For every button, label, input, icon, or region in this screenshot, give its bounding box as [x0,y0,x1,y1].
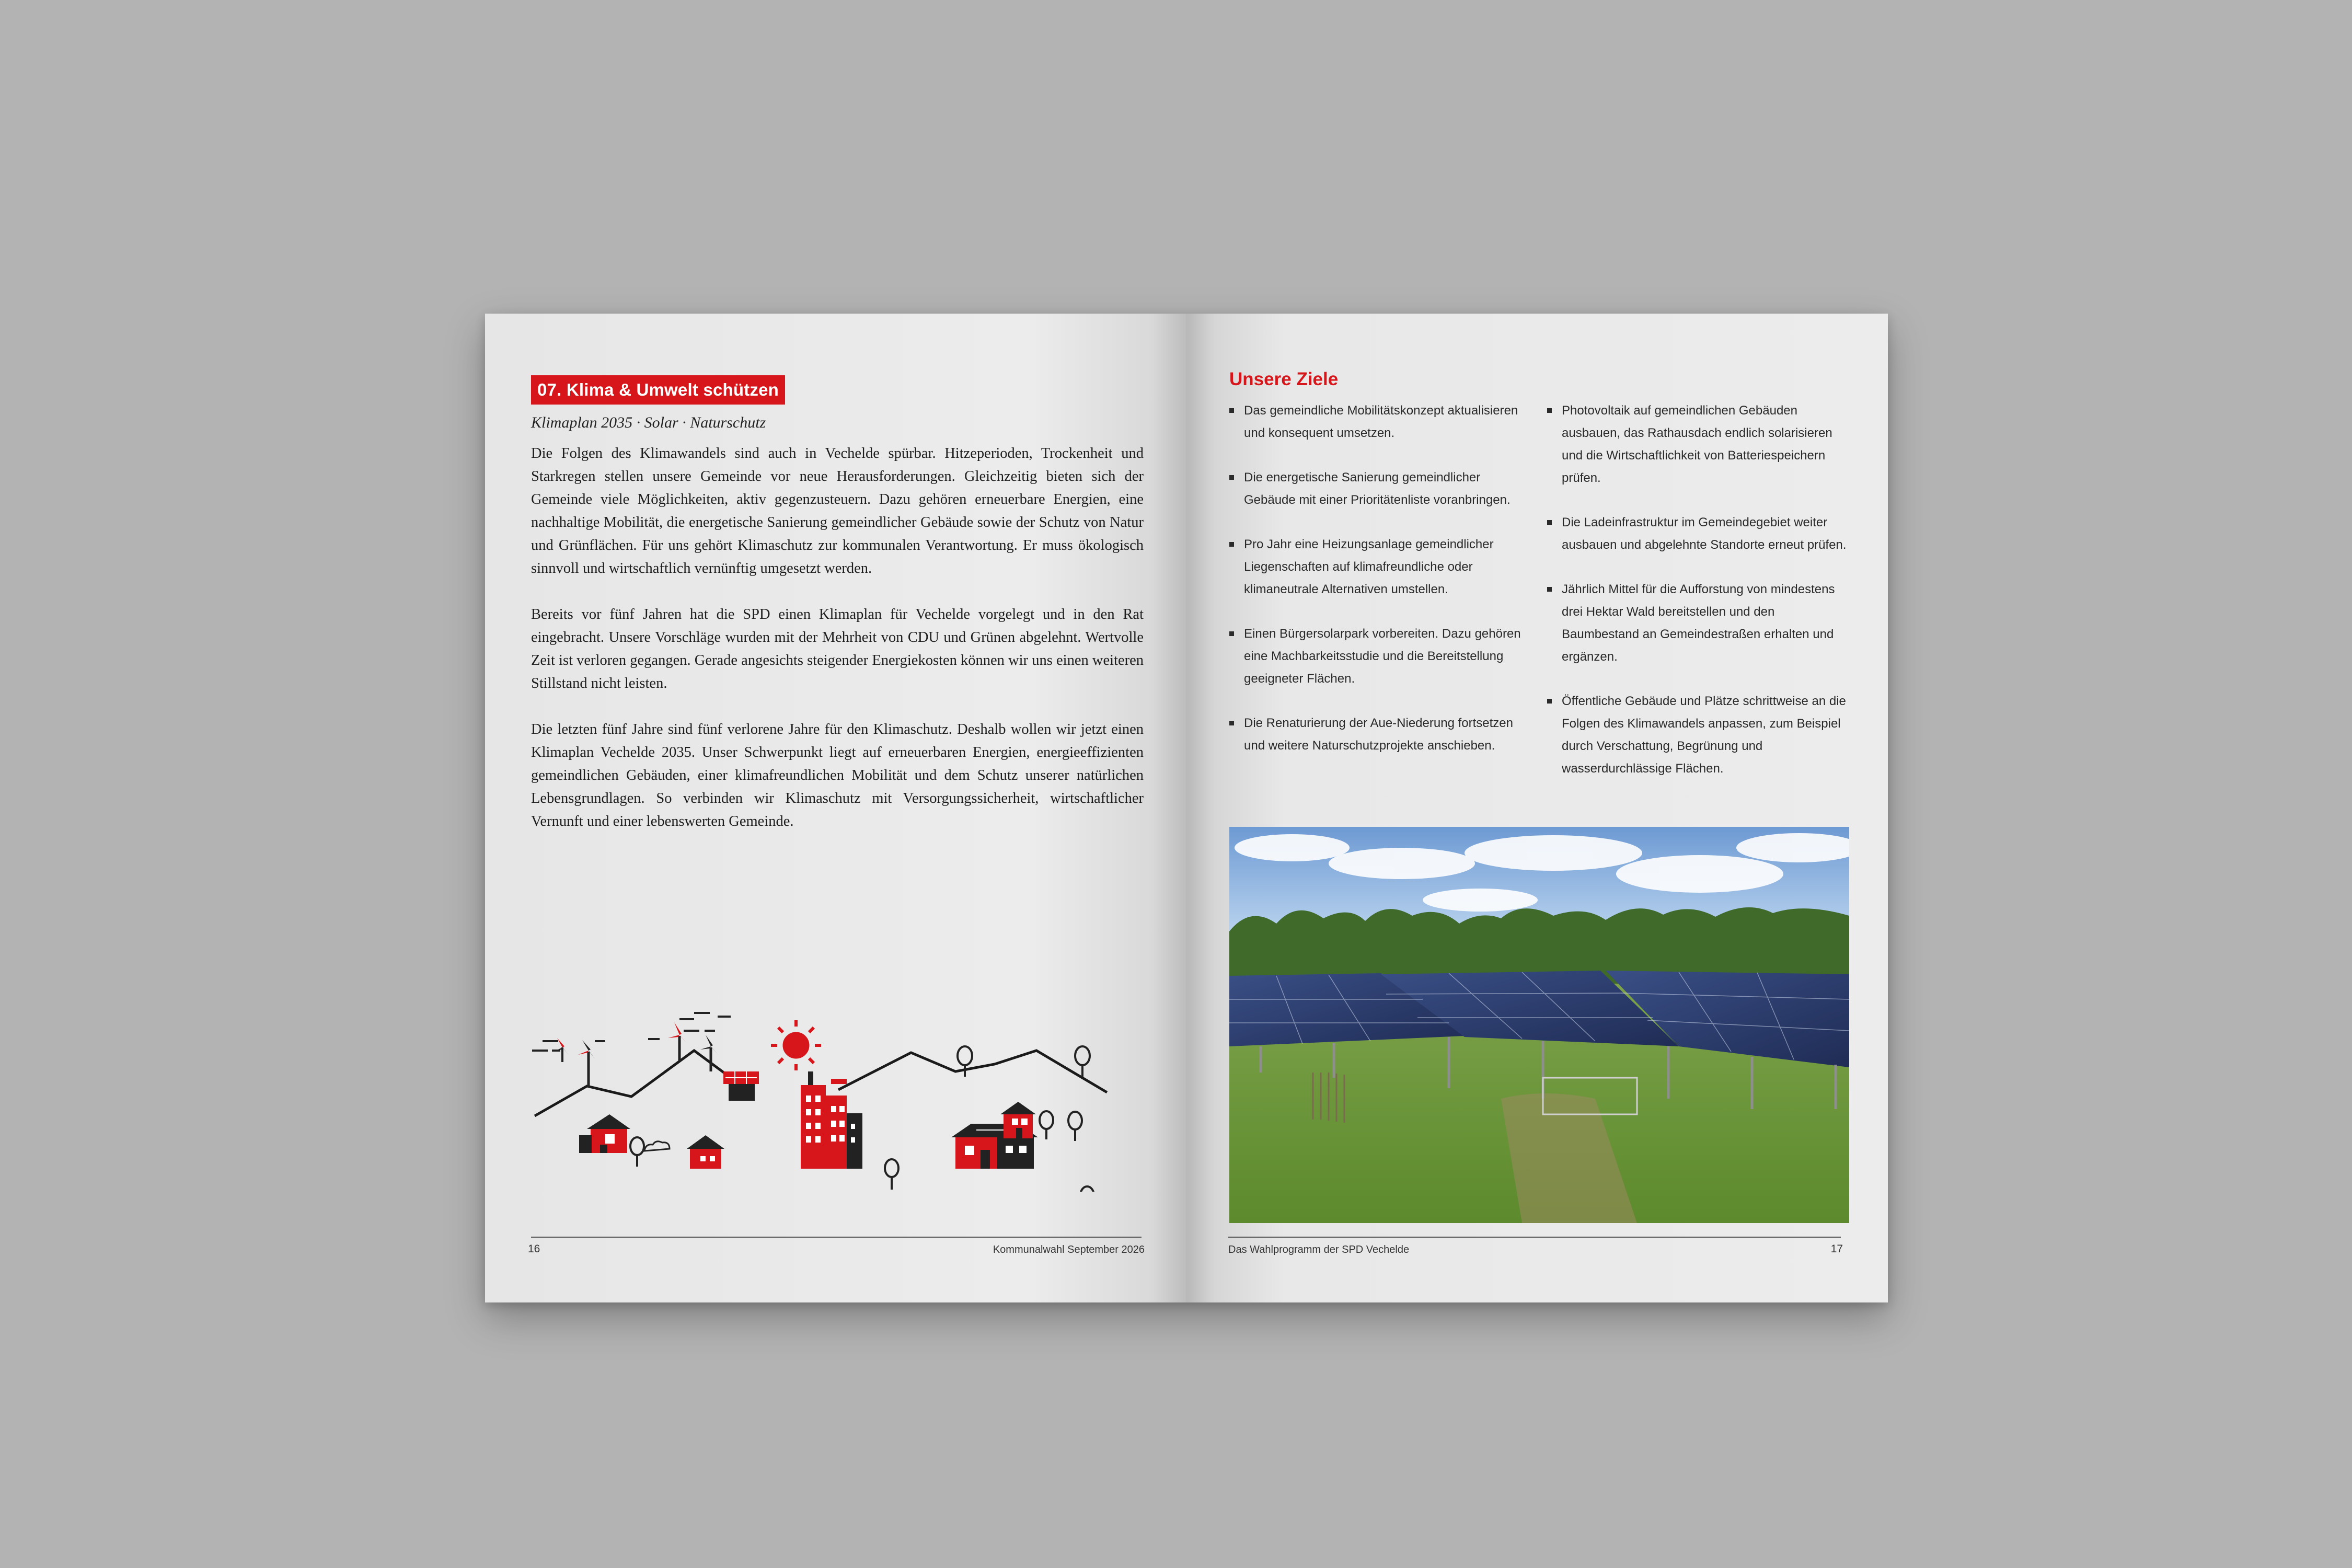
list-item: Die Ladeinfrastruktur im Gemeindegebiet weiter ausbauen und abgelehnte Standorte erneut prüfen. [1547,511,1850,556]
bullet-icon [1229,475,1234,480]
bullet-icon [1229,408,1234,413]
body-paragraph: Die Folgen des Klimawandels sind auch in Vechelde spürbar. Hitzeperioden, Trockenheit und Starkregen stellen unsere Gemeinde vor neue Herausforderungen. Gleichzeitig bieten sich der Gemeinde viele Möglichkeiten, aktiv gegenzusteuern. Dazu gehören erneuerbare Energien, eine nachhaltige Mobilität, die energetische Sanierung gemeindlicher Gebäude sowie der Schutz von Natur und Grünflächen. Für uns gehört Klimaschutz zur kommunalen Verantwortung. Er muss ökologisch sinnvoll und wirtschaftlich vernünftig umgesetzt werden. [531,445,1144,577]
solar-park-photo [1229,827,1849,1223]
left-page [485,314,1186,1302]
list-item: Jährlich Mittel für die Aufforstung von mindestens drei Hektar Wald bereitstellen und den Baumbestand an Gemeindestraßen erhalten und ergänzen. [1547,578,1850,668]
bullet-icon [1547,587,1552,592]
wind-turbine-icon [668,1022,687,1061]
list-item: Das gemeindliche Mobilitätskonzept aktualisieren und konsequent umsetzen. [1229,399,1522,444]
footer-rule [1228,1237,1841,1238]
list-item: Photovoltaik auf gemeindlichen Gebäuden ausbauen, das Rathausdach endlich solarisieren und die Wirtschaftlichkeit von Batteriespeichern prüfen. [1547,399,1850,489]
page-number: 16 [528,1243,540,1255]
house-icon [801,1071,862,1169]
right-page [1186,314,1888,1302]
brochure-spread [485,314,1888,1302]
bullet-icon [1229,721,1234,725]
footer-text: Das Wahlprogramm der SPD Vechelde [1228,1244,1410,1255]
bullet-icon [1547,520,1552,525]
bullet-icon [1547,699,1552,704]
list-item: Die Renaturierung der Aue-Niederung fortsetzen und weitere Naturschutzprojekte anschieben. [1229,712,1522,757]
sun-icon [771,1020,821,1070]
chapter-body [531,442,1144,856]
list-item: Pro Jahr eine Heizungsanlage gemeindlicher Liegenschaften auf klimafreundliche oder klimaneutrale Alternativen umstellen. [1229,533,1522,601]
chapter-title: 07. Klima & Umwelt schützen [531,375,785,405]
house-icon [687,1135,724,1169]
footer-rule [531,1237,1142,1238]
house-icon [579,1114,630,1153]
climate-village-illustration [527,993,1154,1192]
page-number: 17 [1830,1243,1843,1255]
body-paragraph: Die letzten fünf Jahre sind fünf verlorene Jahre für den Klimaschutz. Deshalb wollen wir jetzt einen Klimaplan Vechelde 2035. Unser Schwerpunkt liegt auf erneuerbaren Energien, energieeffizienten gemeindlichen Gebäuden, einer klimafreundlichen Mobilität und dem Schutz unserer natürlichen Lebensgrundlagen. So verbinden wir Klimaschutz mit Versorgungssicherheit, wirtschaftlicher Vernunft und einer lebenswerten Gemeinde. [531,721,1144,829]
body-paragraph: Bereits vor fünf Jahren hat die SPD einen Klimaplan für Vechelde vorgelegt und in den Rat eingebracht. Unsere Vorschläge wurden mit der Mehrheit von CDU und Grünen abgelehnt. Wertvolle Zeit ist verloren gegangen. Gerade angesichts steigender Energiekosten können wir uns einen weiteren Stillstand nicht leisten. [531,606,1144,691]
house-icon [1000,1102,1036,1138]
list-item: Die energetische Sanierung gemeindlicher Gebäude mit einer Prioritätenliste voranbringen. [1229,466,1522,511]
goals-title: Unsere Ziele [1229,369,1339,389]
footer-text: Kommunalwahl September 2026 [993,1244,1145,1255]
bullet-icon [1547,408,1552,413]
house-icon [723,1071,759,1101]
goals-list-left [1229,399,1522,779]
wind-turbine-icon [578,1040,595,1087]
list-item: Öffentliche Gebäude und Plätze schrittweise an die Folgen des Klimawandels anpassen, zum Beispiel durch Verschattung, Begrünung und wasserdurchlässige Flächen. [1547,690,1850,780]
bullet-icon [1229,542,1234,547]
bullet-icon [1229,631,1234,636]
goals-list-right [1547,399,1850,802]
list-item: Einen Bürgersolarpark vorbereiten. Dazu gehören eine Machbarkeitsstudie und die Bereitstellung geeigneter Flächen. [1229,622,1522,690]
chapter-subtitle: Klimaplan 2035 · Solar · Naturschutz [531,414,766,431]
